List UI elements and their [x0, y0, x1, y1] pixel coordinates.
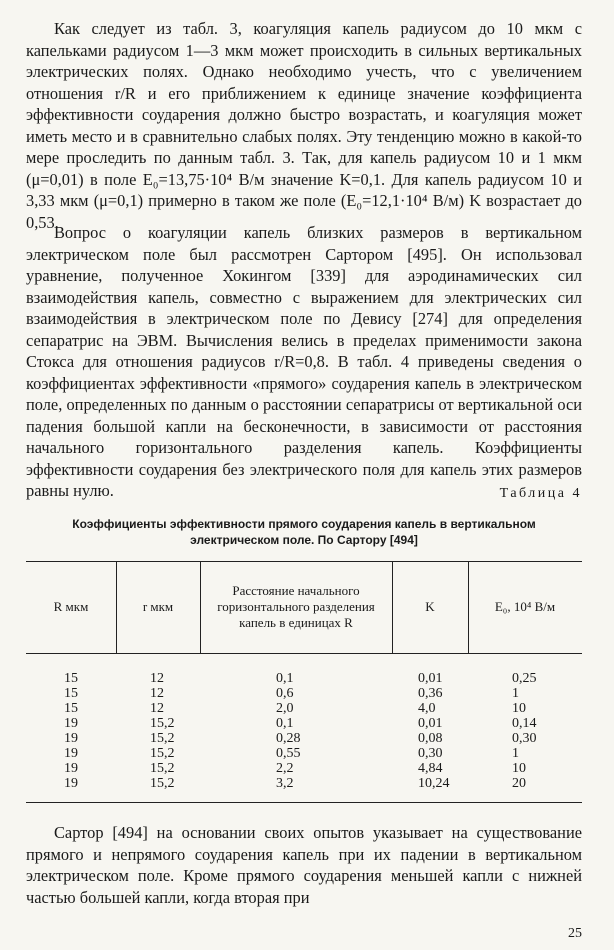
table-cell: 4,84 [418, 761, 443, 776]
table-cell: 0,08 [418, 731, 443, 746]
table-cell: 19 [64, 776, 78, 791]
table-row [26, 686, 582, 701]
table-cell: 2,0 [276, 701, 294, 716]
table-cell: 10 [512, 701, 526, 716]
table-cell: 20 [512, 776, 526, 791]
column-divider [200, 561, 201, 653]
table-header-R: R мкм [53, 599, 89, 614]
table-cell: 15,2 [150, 731, 175, 746]
table-cell: 10,24 [418, 776, 450, 791]
table-cell: 4,0 [418, 701, 436, 716]
table-cell: 19 [64, 731, 78, 746]
table-header-K: K [425, 599, 435, 614]
table-cell: 0,25 [512, 671, 537, 686]
table-cell: 0,01 [418, 716, 443, 731]
table-cell: 12 [150, 701, 164, 716]
table-cell: 3,2 [276, 776, 294, 791]
table-row [26, 671, 582, 686]
table-row [26, 776, 582, 791]
table-header-rule [26, 653, 582, 654]
table-cell: 0,36 [418, 686, 443, 701]
table-cell: 0,28 [276, 731, 301, 746]
page-number: 25 [568, 926, 582, 941]
table-cell: 12 [150, 671, 164, 686]
table-cell: 0,14 [512, 716, 537, 731]
table-cell: 0,30 [418, 746, 443, 761]
table-cell: 19 [64, 746, 78, 761]
table-cell: 1 [512, 686, 519, 701]
table-row [26, 731, 582, 746]
table-cell: 15,2 [150, 716, 175, 731]
table-row [26, 746, 582, 761]
paragraph-1: Как следует из табл. 3, коагуляция капель радиусом до 10 мкм с капельками радиусом 1—3 мкм может происходить в сильных вертикальных электрических полях. Однако необходимо учесть, что с увеличением отношения r/R и его приближением к единице значение коэффициента эффективности соударения должно быстро возрастать, и коагуляция может иметь место и в сравнительно слабых полях. Эту тенденцию можно в какой-то мере проследить по данным табл. 3. Так, для капель радиусом 10 и 1 мкм (μ=0,01) в поле E₀=13,75·10⁴ В/м значение K=0,1. Для капель радиусом 10 и 3,33 мкм (μ=0,1) примерно в таком же поле (E₀=12,1·10⁴ В/м) K возрастает до 0,53. [26, 19, 582, 232]
table-cell: 0,1 [276, 671, 294, 686]
table-cell: 15 [64, 701, 78, 716]
table-row [26, 761, 582, 776]
table-cell: 0,55 [276, 746, 301, 761]
table-cell: 15 [64, 686, 78, 701]
table-cell: 15,2 [150, 761, 175, 776]
table-cell: 10 [512, 761, 526, 776]
table-row [26, 716, 582, 731]
table-cell: 0,1 [276, 716, 294, 731]
table-cell: 19 [64, 716, 78, 731]
table-cell: 0,6 [276, 686, 294, 701]
table-cell: 19 [64, 761, 78, 776]
table-cell: 15 [64, 671, 78, 686]
table-cell: 0,01 [418, 671, 443, 686]
paragraph-3: Сартор [494] на основании своих опытов указывает на существование прямого и непрямого соударения капель при их падении в вертикальном электрическом поле. Кроме прямого соударения меньшей капли с нижней частью большей капли, когда вторая при [26, 823, 582, 907]
table-cell: 0,30 [512, 731, 537, 746]
table-header-E0: E₀, 10⁴ В/м [494, 599, 556, 614]
table-bottom-rule [26, 802, 582, 803]
table-header-r: r мкм [142, 599, 174, 614]
table-cell: 15,2 [150, 746, 175, 761]
paragraph-2: Вопрос о коагуляции капель близких размеров в вертикальном электрическом поле был рассмотрен Сартором [495]. Он использовал уравнение, полученное Хокингом [339] для аэродинамических сил взаимодействия капель, совместно с выражением для электрических сил взаимодействия в электрическом поле по Девису [274] для определения сепаратрис на ЭВМ. Вычисления велись в пределах применимости закона Стокса для отношения радиусов r/R=0,8. В табл. 4 приведены сведения о коэффициентах эффективности «прямого» соударения капель в электрическом поле, определенных по данным о расстоянии сепаратрисы от вертикальной оси падения большой капли на бесконечности, в зависимости от расстояния начального горизонтального разделения капель. Коэффициенты эффективности соударения без электрического поля для капель этих размеров равны нулю. [26, 223, 582, 500]
table-cell: 1 [512, 746, 519, 761]
table-cell: 2,2 [276, 761, 294, 776]
table-cell: 12 [150, 686, 164, 701]
table-label: Таблица 4 [499, 486, 582, 501]
table-header-distance: Расстояние начального горизонтального разделения капель в единицах R [217, 583, 375, 630]
table-cell: 15,2 [150, 776, 175, 791]
table-caption: Коэффициенты эффективности прямого соударения капель в вертикальном электрическом поле. По Сартору [494] [72, 517, 536, 547]
table-row [26, 701, 582, 716]
